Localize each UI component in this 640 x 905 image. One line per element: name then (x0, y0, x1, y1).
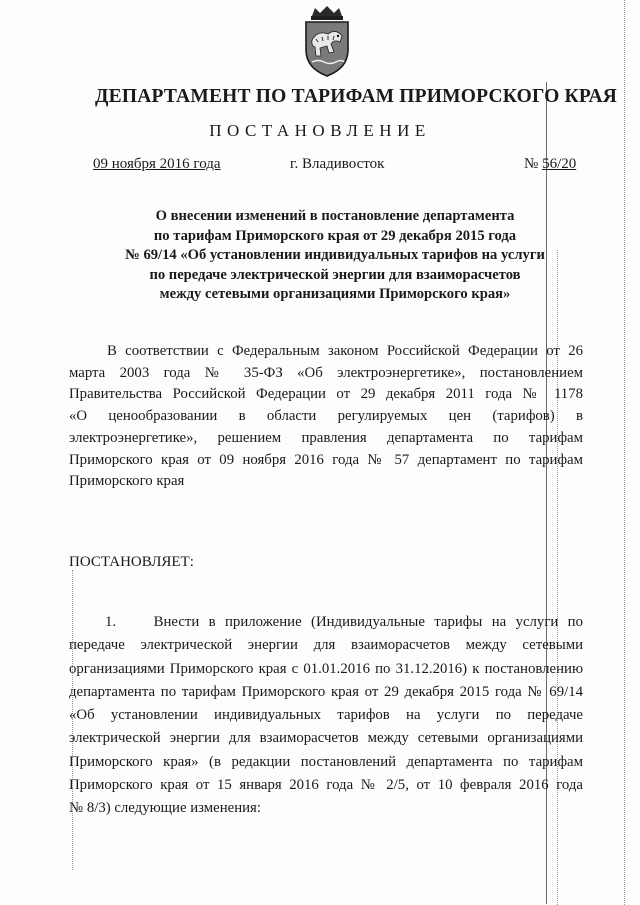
primorsky-krai-coat-of-arms-icon (298, 6, 356, 78)
document-city: г. Владивосток (290, 156, 385, 172)
paragraph-line: марта 2003 года № 35-ФЗ «Об электроэнергетике», постановлением (69, 364, 583, 381)
paragraph-line: 1. Внести в приложение (Индивидуальные тарифы на услуги по (105, 614, 583, 630)
document-number (524, 156, 576, 173)
decree-word: ПОСТАНОВЛЯЕТ: (69, 554, 194, 570)
paragraph-line: «О ценообразовании в области регулируемых цен (тарифов) в (69, 408, 583, 425)
paragraph-line: Приморского края» (в редакции постановлений департамента по тарифам (69, 753, 583, 770)
paragraph-line: В соответствии с Федеральным законом Российской Федерации от 26 (107, 343, 583, 359)
subject-line: № 69/14 «Об установлении индивидуальных тарифов на услуги (125, 247, 545, 264)
preamble-paragraph (69, 341, 583, 493)
paragraph-line: Приморского края (69, 473, 185, 490)
document-number-prefix: № (524, 156, 543, 172)
paragraph-line: передаче электрической энергии для взаиморасчетов между сетевыми (69, 637, 583, 654)
document-date: 09 ноября 2016 года (93, 156, 221, 172)
subject-line: О внесении изменений в постановление департамента (155, 208, 515, 224)
subject-line: между сетевыми организациями Приморского края» (159, 286, 511, 303)
subject-line: по передаче электрической энергии для взаиморасчетов (149, 266, 521, 283)
document-number-value: 56/20 (542, 156, 577, 172)
document-type: ПОСТАНОВЛЕНИЕ (209, 121, 431, 140)
paragraph-line: электрической энергии для взаиморасчетов между сетевыми организациями (69, 730, 583, 747)
paragraph-line: № 8/3) следующие изменения: (69, 800, 261, 817)
item-1-paragraph (69, 611, 583, 821)
subject-line: по тарифам Приморского края от 29 декабря 2015 года (153, 227, 517, 244)
paragraph-line: департамента по тарифам Приморского края от 29 декабря 2015 года № 69/14 (69, 683, 583, 700)
paragraph-line: электроэнергетике», решением правления департамента по тарифам (69, 429, 583, 446)
department-title: ДЕПАРТАМЕНТ ПО ТАРИФАМ ПРИМОРСКОГО КРАЯ (95, 86, 618, 107)
scan-artifact-dots (624, 0, 626, 905)
paragraph-line: Правительства Российской Федерации от 29 декабря 2011 года № 1178 (69, 386, 583, 403)
paragraph-line: Приморского края от 15 января 2016 года № 2/5, от 10 февраля 2016 года (69, 777, 583, 794)
paragraph-line: «Об установлении индивидуальных тарифов на услуги по передаче (69, 707, 583, 724)
paragraph-line: организациями Приморского края с 01.01.2016 по 31.12.2016) к постановлению (69, 660, 583, 677)
document-subject (95, 207, 575, 305)
paragraph-line: Приморского края от 09 ноября 2016 года № 57 департамент по тарифам (69, 451, 583, 468)
